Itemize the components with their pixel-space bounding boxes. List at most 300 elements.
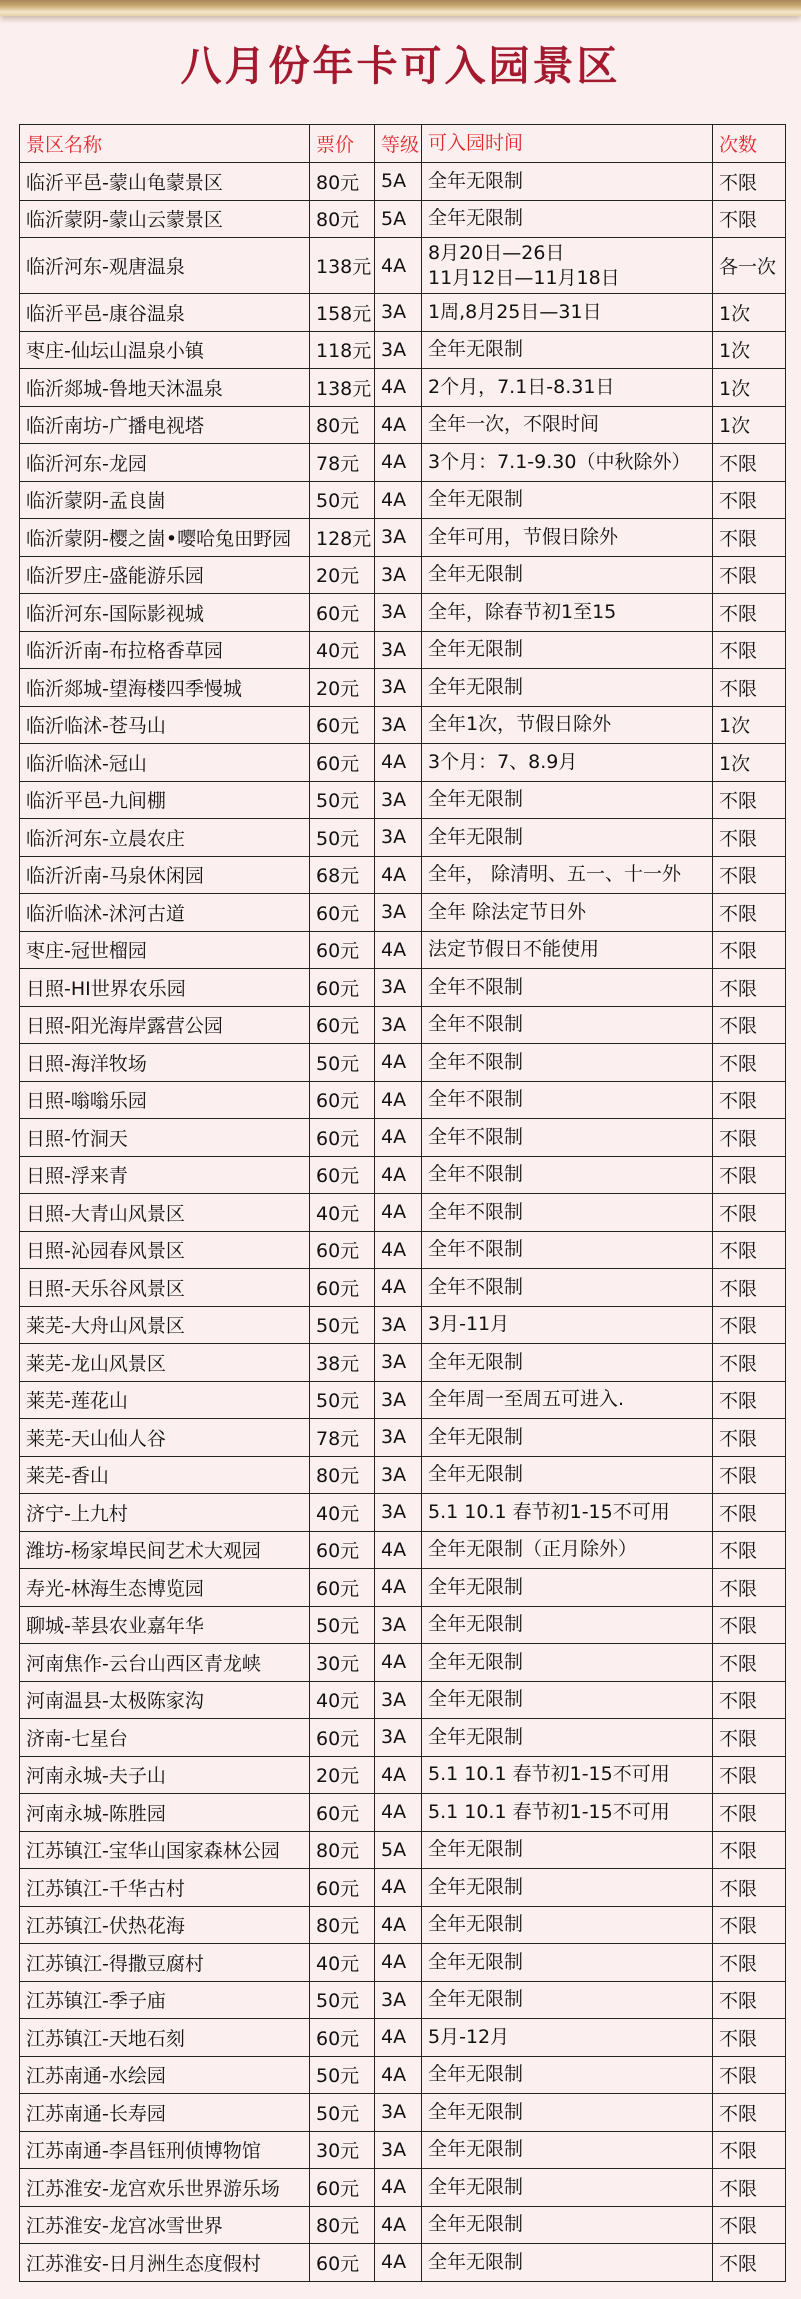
cell-time: 全年，除春节初1至15 <box>422 594 713 632</box>
cell-count: 1次 <box>713 707 786 745</box>
cell-time: 法定节假日不能使用 <box>422 932 713 970</box>
cell-level: 5A <box>375 1832 422 1870</box>
cell-count: 不限 <box>713 1944 786 1982</box>
table-row <box>20 1719 786 1757</box>
cell-time: 全年无限制 <box>422 1644 713 1682</box>
cell-count: 不限 <box>713 2207 786 2245</box>
cell-price: 38元 <box>310 1344 375 1382</box>
cell-level: 4A <box>375 1944 422 1982</box>
cell-level: 4A <box>375 1157 422 1195</box>
cell-level: 4A <box>375 1569 422 1607</box>
cell-name: 江苏南通-李昌钰刑侦博物馆 <box>20 2132 310 2170</box>
cell-price: 40元 <box>310 632 375 670</box>
cell-time: 全年无限制 <box>422 482 713 520</box>
cell-price: 80元 <box>310 163 375 201</box>
cell-count: 不限 <box>713 557 786 595</box>
cell-level: 4A <box>375 744 422 782</box>
cell-name: 临沂蒙阴-孟良崮 <box>20 482 310 520</box>
table-row <box>20 2057 786 2095</box>
cell-time: 5.1 10.1 春节初1-15不可用 <box>422 1757 713 1795</box>
cell-time: 2个月，7.1日-8.31日 <box>422 369 713 407</box>
table-row <box>20 782 786 820</box>
cell-count: 不限 <box>713 444 786 482</box>
cell-name: 临沂临沭-沭河古道 <box>20 894 310 932</box>
cell-level: 3A <box>375 819 422 857</box>
cell-time: 全年不限制 <box>422 969 713 1007</box>
cell-price: 68元 <box>310 857 375 895</box>
cell-name: 江苏淮安-龙宫欢乐世界游乐场 <box>20 2169 310 2207</box>
cell-price: 60元 <box>310 969 375 1007</box>
cell-count: 不限 <box>713 1719 786 1757</box>
cell-time: 全年无限制 <box>422 2132 713 2170</box>
cell-price: 50元 <box>310 1607 375 1645</box>
cell-count: 不限 <box>713 1307 786 1345</box>
cell-name: 江苏南通-水绘园 <box>20 2057 310 2095</box>
cell-time: 全年无限制 <box>422 163 713 201</box>
table-row <box>20 1944 786 1982</box>
cell-price: 138元 <box>310 369 375 407</box>
cell-price: 40元 <box>310 1494 375 1532</box>
cell-name: 日照-HI世界农乐园 <box>20 969 310 1007</box>
cell-name: 日照-竹洞天 <box>20 1119 310 1157</box>
header-time: 可入园时间 <box>422 125 713 163</box>
cell-name: 日照-天乐谷风景区 <box>20 1269 310 1307</box>
cell-level: 4A <box>375 1644 422 1682</box>
cell-time: 5.1 10.1 春节初1-15不可用 <box>422 1794 713 1832</box>
table-row <box>20 2094 786 2132</box>
cell-count: 不限 <box>713 1682 786 1720</box>
cell-name: 莱芜-大舟山风景区 <box>20 1307 310 1345</box>
cell-name: 江苏南通-长寿园 <box>20 2094 310 2132</box>
cell-name: 临沂平邑-蒙山龟蒙景区 <box>20 163 310 201</box>
cell-count: 不限 <box>713 1044 786 1082</box>
cell-price: 20元 <box>310 669 375 707</box>
cell-count: 不限 <box>713 1907 786 1945</box>
cell-time: 3个月：7.1-9.30（中秋除外） <box>422 444 713 482</box>
cell-price: 60元 <box>310 1119 375 1157</box>
cell-count: 各一次 <box>713 238 786 294</box>
cell-time: 全年无限制 <box>422 2057 713 2095</box>
cell-level: 4A <box>375 1119 422 1157</box>
cell-count: 1次 <box>713 744 786 782</box>
cell-name: 江苏镇江-得撒豆腐村 <box>20 1944 310 1982</box>
cell-price: 50元 <box>310 482 375 520</box>
table-row <box>20 369 786 407</box>
cell-price: 80元 <box>310 201 375 239</box>
cell-time: 1周,8月25日—31日 <box>422 294 713 332</box>
cell-count: 不限 <box>713 2132 786 2170</box>
table-row <box>20 1457 786 1495</box>
table-row <box>20 1269 786 1307</box>
cell-level: 3A <box>375 1307 422 1345</box>
cell-level: 3A <box>375 2132 422 2170</box>
cell-level: 3A <box>375 782 422 820</box>
cell-count: 不限 <box>713 482 786 520</box>
cell-time: 全年无限制 <box>422 819 713 857</box>
table-row <box>20 1382 786 1420</box>
cell-price: 60元 <box>310 1569 375 1607</box>
cell-count: 不限 <box>713 2094 786 2132</box>
cell-level: 4A <box>375 1757 422 1795</box>
table-row <box>20 1907 786 1945</box>
cell-name: 江苏镇江-季子庙 <box>20 1982 310 2020</box>
cell-price: 20元 <box>310 1757 375 1795</box>
cell-name: 河南温县-太极陈家沟 <box>20 1682 310 1720</box>
cell-level: 3A <box>375 632 422 670</box>
cell-level: 3A <box>375 1982 422 2020</box>
cell-time: 全年无限制 <box>422 2169 713 2207</box>
cell-level: 3A <box>375 1607 422 1645</box>
cell-count: 不限 <box>713 2057 786 2095</box>
cell-time: 全年不限制 <box>422 1232 713 1270</box>
cell-price: 60元 <box>310 707 375 745</box>
table-row <box>20 1832 786 1870</box>
cell-time: 全年无限制 <box>422 1607 713 1645</box>
cell-count: 不限 <box>713 857 786 895</box>
cell-level: 3A <box>375 294 422 332</box>
cell-level: 3A <box>375 707 422 745</box>
cell-time: 全年可用，节假日除外 <box>422 519 713 557</box>
cell-count: 不限 <box>713 2019 786 2057</box>
cell-price: 50元 <box>310 819 375 857</box>
table-row <box>20 2132 786 2170</box>
cell-price: 80元 <box>310 1457 375 1495</box>
cell-level: 4A <box>375 2169 422 2207</box>
table-row <box>20 894 786 932</box>
cell-price: 50元 <box>310 782 375 820</box>
cell-name: 河南焦作-云台山西区青龙峡 <box>20 1644 310 1682</box>
cell-name: 济南-七星台 <box>20 1719 310 1757</box>
cell-price: 30元 <box>310 1644 375 1682</box>
cell-price: 78元 <box>310 1419 375 1457</box>
table-row <box>20 932 786 970</box>
cell-name: 临沂河东-国际影视城 <box>20 594 310 632</box>
cell-price: 60元 <box>310 594 375 632</box>
cell-time: 全年无限制 <box>422 1569 713 1607</box>
header-price: 票价 <box>310 125 375 163</box>
cell-level: 4A <box>375 444 422 482</box>
cell-name: 临沂河东-立晨农庄 <box>20 819 310 857</box>
table-row <box>20 201 786 239</box>
cell-time: 全年无限制 <box>422 1419 713 1457</box>
cell-price: 60元 <box>310 2169 375 2207</box>
cell-price: 50元 <box>310 1382 375 1420</box>
cell-price: 60元 <box>310 1082 375 1120</box>
header-name: 景区名称 <box>20 125 310 163</box>
cell-count: 不限 <box>713 2169 786 2207</box>
cell-level: 4A <box>375 1269 422 1307</box>
cell-level: 3A <box>375 594 422 632</box>
table-row <box>20 707 786 745</box>
table-row <box>20 744 786 782</box>
cell-time: 全年无限制 <box>422 1944 713 1982</box>
cell-name: 莱芜-香山 <box>20 1457 310 1495</box>
cell-time: 全年， 除清明、五一、十一外 <box>422 857 713 895</box>
cell-count: 不限 <box>713 1119 786 1157</box>
table-row <box>20 1007 786 1045</box>
cell-count: 不限 <box>713 1232 786 1270</box>
cell-count: 不限 <box>713 1757 786 1795</box>
cell-level: 3A <box>375 969 422 1007</box>
cell-count: 不限 <box>713 519 786 557</box>
cell-price: 60元 <box>310 894 375 932</box>
cell-name: 临沂临沭-苍马山 <box>20 707 310 745</box>
table-row <box>20 1307 786 1345</box>
table-row <box>20 1232 786 1270</box>
cell-level: 3A <box>375 1382 422 1420</box>
cell-name: 临沂河东-龙园 <box>20 444 310 482</box>
table-row <box>20 1532 786 1570</box>
cell-count: 不限 <box>713 932 786 970</box>
cell-time: 全年无限制 <box>422 669 713 707</box>
cell-level: 4A <box>375 2019 422 2057</box>
cell-level: 4A <box>375 1907 422 1945</box>
cell-price: 60元 <box>310 2019 375 2057</box>
cell-level: 3A <box>375 1457 422 1495</box>
cell-time: 全年不限制 <box>422 1269 713 1307</box>
cell-count: 不限 <box>713 1982 786 2020</box>
cell-time: 全年无限制 <box>422 2244 713 2282</box>
cell-time: 全年无限制 <box>422 1982 713 2020</box>
cell-price: 128元 <box>310 519 375 557</box>
cell-count: 1次 <box>713 332 786 370</box>
cell-level: 3A <box>375 1007 422 1045</box>
table-row <box>20 1607 786 1645</box>
cell-price: 40元 <box>310 1682 375 1720</box>
cell-time: 全年无限制 <box>422 782 713 820</box>
cell-level: 4A <box>375 238 422 294</box>
cell-price: 20元 <box>310 557 375 595</box>
cell-count: 不限 <box>713 819 786 857</box>
cell-level: 4A <box>375 2057 422 2095</box>
cell-time: 全年周一至周五可进入. <box>422 1382 713 1420</box>
cell-name: 临沂平邑-康谷温泉 <box>20 294 310 332</box>
cell-count: 1次 <box>713 407 786 445</box>
cell-time: 全年无限制 <box>422 1869 713 1907</box>
cell-price: 50元 <box>310 1044 375 1082</box>
table-header-row <box>20 125 786 163</box>
cell-price: 60元 <box>310 1232 375 1270</box>
cell-count: 不限 <box>713 1832 786 1870</box>
cell-time: 全年 除法定节日外 <box>422 894 713 932</box>
cell-price: 138元 <box>310 238 375 294</box>
cell-price: 60元 <box>310 2244 375 2282</box>
cell-time: 全年无限制 <box>422 2207 713 2245</box>
table-row <box>20 857 786 895</box>
cell-level: 5A <box>375 163 422 201</box>
cell-name: 江苏淮安-日月洲生态度假村 <box>20 2244 310 2282</box>
cell-time: 5月-12月 <box>422 2019 713 2057</box>
cell-level: 4A <box>375 1232 422 1270</box>
cell-name: 临沂临沭-冠山 <box>20 744 310 782</box>
cell-name: 临沂平邑-九间棚 <box>20 782 310 820</box>
table-row <box>20 294 786 332</box>
table-row <box>20 1569 786 1607</box>
cell-time: 全年不限制 <box>422 1119 713 1157</box>
cell-price: 50元 <box>310 2057 375 2095</box>
cell-level: 3A <box>375 1719 422 1757</box>
cell-level: 4A <box>375 2207 422 2245</box>
cell-count: 不限 <box>713 1157 786 1195</box>
cell-time: 全年无限制 <box>422 1344 713 1382</box>
cell-level: 3A <box>375 2094 422 2132</box>
cell-name: 临沂郯城-望海楼四季慢城 <box>20 669 310 707</box>
cell-count: 不限 <box>713 1532 786 1570</box>
header-count: 次数 <box>713 125 786 163</box>
cell-time: 全年无限制 <box>422 557 713 595</box>
cell-price: 78元 <box>310 444 375 482</box>
cell-count: 不限 <box>713 1607 786 1645</box>
cell-price: 80元 <box>310 2207 375 2245</box>
table-row <box>20 163 786 201</box>
scenic-spots-table <box>19 124 786 2282</box>
table-row <box>20 1119 786 1157</box>
cell-price: 60元 <box>310 1719 375 1757</box>
table-row <box>20 1794 786 1832</box>
cell-level: 4A <box>375 1044 422 1082</box>
cell-price: 80元 <box>310 1907 375 1945</box>
cell-count: 不限 <box>713 1082 786 1120</box>
cell-time: 全年无限制 <box>422 201 713 239</box>
cell-count: 不限 <box>713 969 786 1007</box>
cell-level: 3A <box>375 894 422 932</box>
cell-name: 潍坊-杨家埠民间艺术大观园 <box>20 1532 310 1570</box>
cell-price: 80元 <box>310 1832 375 1870</box>
cell-level: 3A <box>375 1682 422 1720</box>
table-row <box>20 1682 786 1720</box>
cell-level: 3A <box>375 557 422 595</box>
table-row <box>20 407 786 445</box>
cell-count: 不限 <box>713 594 786 632</box>
cell-level: 3A <box>375 1419 422 1457</box>
cell-price: 80元 <box>310 407 375 445</box>
cell-price: 60元 <box>310 932 375 970</box>
cell-count: 不限 <box>713 1494 786 1532</box>
cell-level: 4A <box>375 407 422 445</box>
cell-price: 40元 <box>310 1944 375 1982</box>
table-row <box>20 2244 786 2282</box>
cell-time: 3月-11月 <box>422 1307 713 1345</box>
cell-count: 不限 <box>713 1194 786 1232</box>
cell-time: 8月20日—26日 11月12日—11月18日 <box>422 238 713 294</box>
cell-name: 日照-浮来青 <box>20 1157 310 1195</box>
cell-name: 寿光-林海生态博览园 <box>20 1569 310 1607</box>
table-row <box>20 1419 786 1457</box>
cell-time: 全年无限制 <box>422 1457 713 1495</box>
cell-count: 不限 <box>713 1457 786 1495</box>
top-frame-border <box>0 0 801 16</box>
cell-price: 118元 <box>310 332 375 370</box>
cell-count: 不限 <box>713 669 786 707</box>
cell-name: 日照-大青山风景区 <box>20 1194 310 1232</box>
cell-count: 不限 <box>713 201 786 239</box>
cell-count: 不限 <box>713 632 786 670</box>
cell-price: 60元 <box>310 1157 375 1195</box>
table-row <box>20 1082 786 1120</box>
cell-name: 江苏淮安-龙宫冰雪世界 <box>20 2207 310 2245</box>
table-body <box>20 163 786 2282</box>
table-row <box>20 1644 786 1682</box>
cell-count: 不限 <box>713 1419 786 1457</box>
cell-name: 临沂蒙阴-樱之崮•嘤哈兔田野园 <box>20 519 310 557</box>
table-row <box>20 557 786 595</box>
table-row <box>20 594 786 632</box>
cell-price: 50元 <box>310 1307 375 1345</box>
cell-count: 不限 <box>713 1794 786 1832</box>
cell-count: 不限 <box>713 1344 786 1382</box>
cell-price: 40元 <box>310 1194 375 1232</box>
cell-count: 不限 <box>713 163 786 201</box>
cell-count: 不限 <box>713 1269 786 1307</box>
table-row <box>20 1344 786 1382</box>
cell-time: 全年不限制 <box>422 1194 713 1232</box>
cell-time: 全年无限制 <box>422 1907 713 1945</box>
cell-level: 4A <box>375 1532 422 1570</box>
cell-name: 日照-海洋牧场 <box>20 1044 310 1082</box>
cell-price: 60元 <box>310 1007 375 1045</box>
cell-time: 全年1次，节假日除外 <box>422 707 713 745</box>
table-row <box>20 1194 786 1232</box>
cell-time: 全年不限制 <box>422 1044 713 1082</box>
cell-price: 60元 <box>310 1794 375 1832</box>
cell-name: 河南永城-陈胜园 <box>20 1794 310 1832</box>
cell-price: 60元 <box>310 1269 375 1307</box>
cell-level: 4A <box>375 857 422 895</box>
table-row <box>20 482 786 520</box>
cell-name: 临沂河东-观唐温泉 <box>20 238 310 294</box>
table-row <box>20 2207 786 2245</box>
table-row <box>20 332 786 370</box>
cell-name: 枣庄-冠世榴园 <box>20 932 310 970</box>
cell-name: 莱芜-龙山风景区 <box>20 1344 310 1382</box>
cell-level: 4A <box>375 1869 422 1907</box>
cell-time: 全年不限制 <box>422 1082 713 1120</box>
cell-name: 临沂罗庄-盛能游乐园 <box>20 557 310 595</box>
cell-name: 江苏镇江-千华古村 <box>20 1869 310 1907</box>
cell-count: 1次 <box>713 369 786 407</box>
cell-name: 日照-阳光海岸露营公园 <box>20 1007 310 1045</box>
cell-name: 莱芜-天山仙人谷 <box>20 1419 310 1457</box>
table-row <box>20 669 786 707</box>
cell-count: 不限 <box>713 1569 786 1607</box>
cell-name: 莱芜-莲花山 <box>20 1382 310 1420</box>
table-row <box>20 444 786 482</box>
cell-count: 不限 <box>713 1382 786 1420</box>
cell-level: 3A <box>375 519 422 557</box>
cell-time: 全年无限制 <box>422 1682 713 1720</box>
cell-time: 3个月：7、8.9月 <box>422 744 713 782</box>
cell-count: 1次 <box>713 294 786 332</box>
cell-level: 4A <box>375 932 422 970</box>
cell-name: 江苏镇江-宝华山国家森林公园 <box>20 1832 310 1870</box>
cell-price: 30元 <box>310 2132 375 2170</box>
cell-level: 4A <box>375 1082 422 1120</box>
cell-name: 临沂蒙阴-蒙山云蒙景区 <box>20 201 310 239</box>
table-row <box>20 969 786 1007</box>
cell-time: 全年无限制 <box>422 632 713 670</box>
cell-name: 河南永城-夫子山 <box>20 1757 310 1795</box>
cell-time: 全年一次，不限时间 <box>422 407 713 445</box>
table-row <box>20 632 786 670</box>
cell-name: 江苏镇江-天地石刻 <box>20 2019 310 2057</box>
cell-level: 4A <box>375 1194 422 1232</box>
cell-level: 4A <box>375 369 422 407</box>
table-row <box>20 2169 786 2207</box>
table-row <box>20 1494 786 1532</box>
cell-time: 全年无限制 <box>422 1719 713 1757</box>
cell-name: 济宁-上九村 <box>20 1494 310 1532</box>
cell-level: 4A <box>375 482 422 520</box>
